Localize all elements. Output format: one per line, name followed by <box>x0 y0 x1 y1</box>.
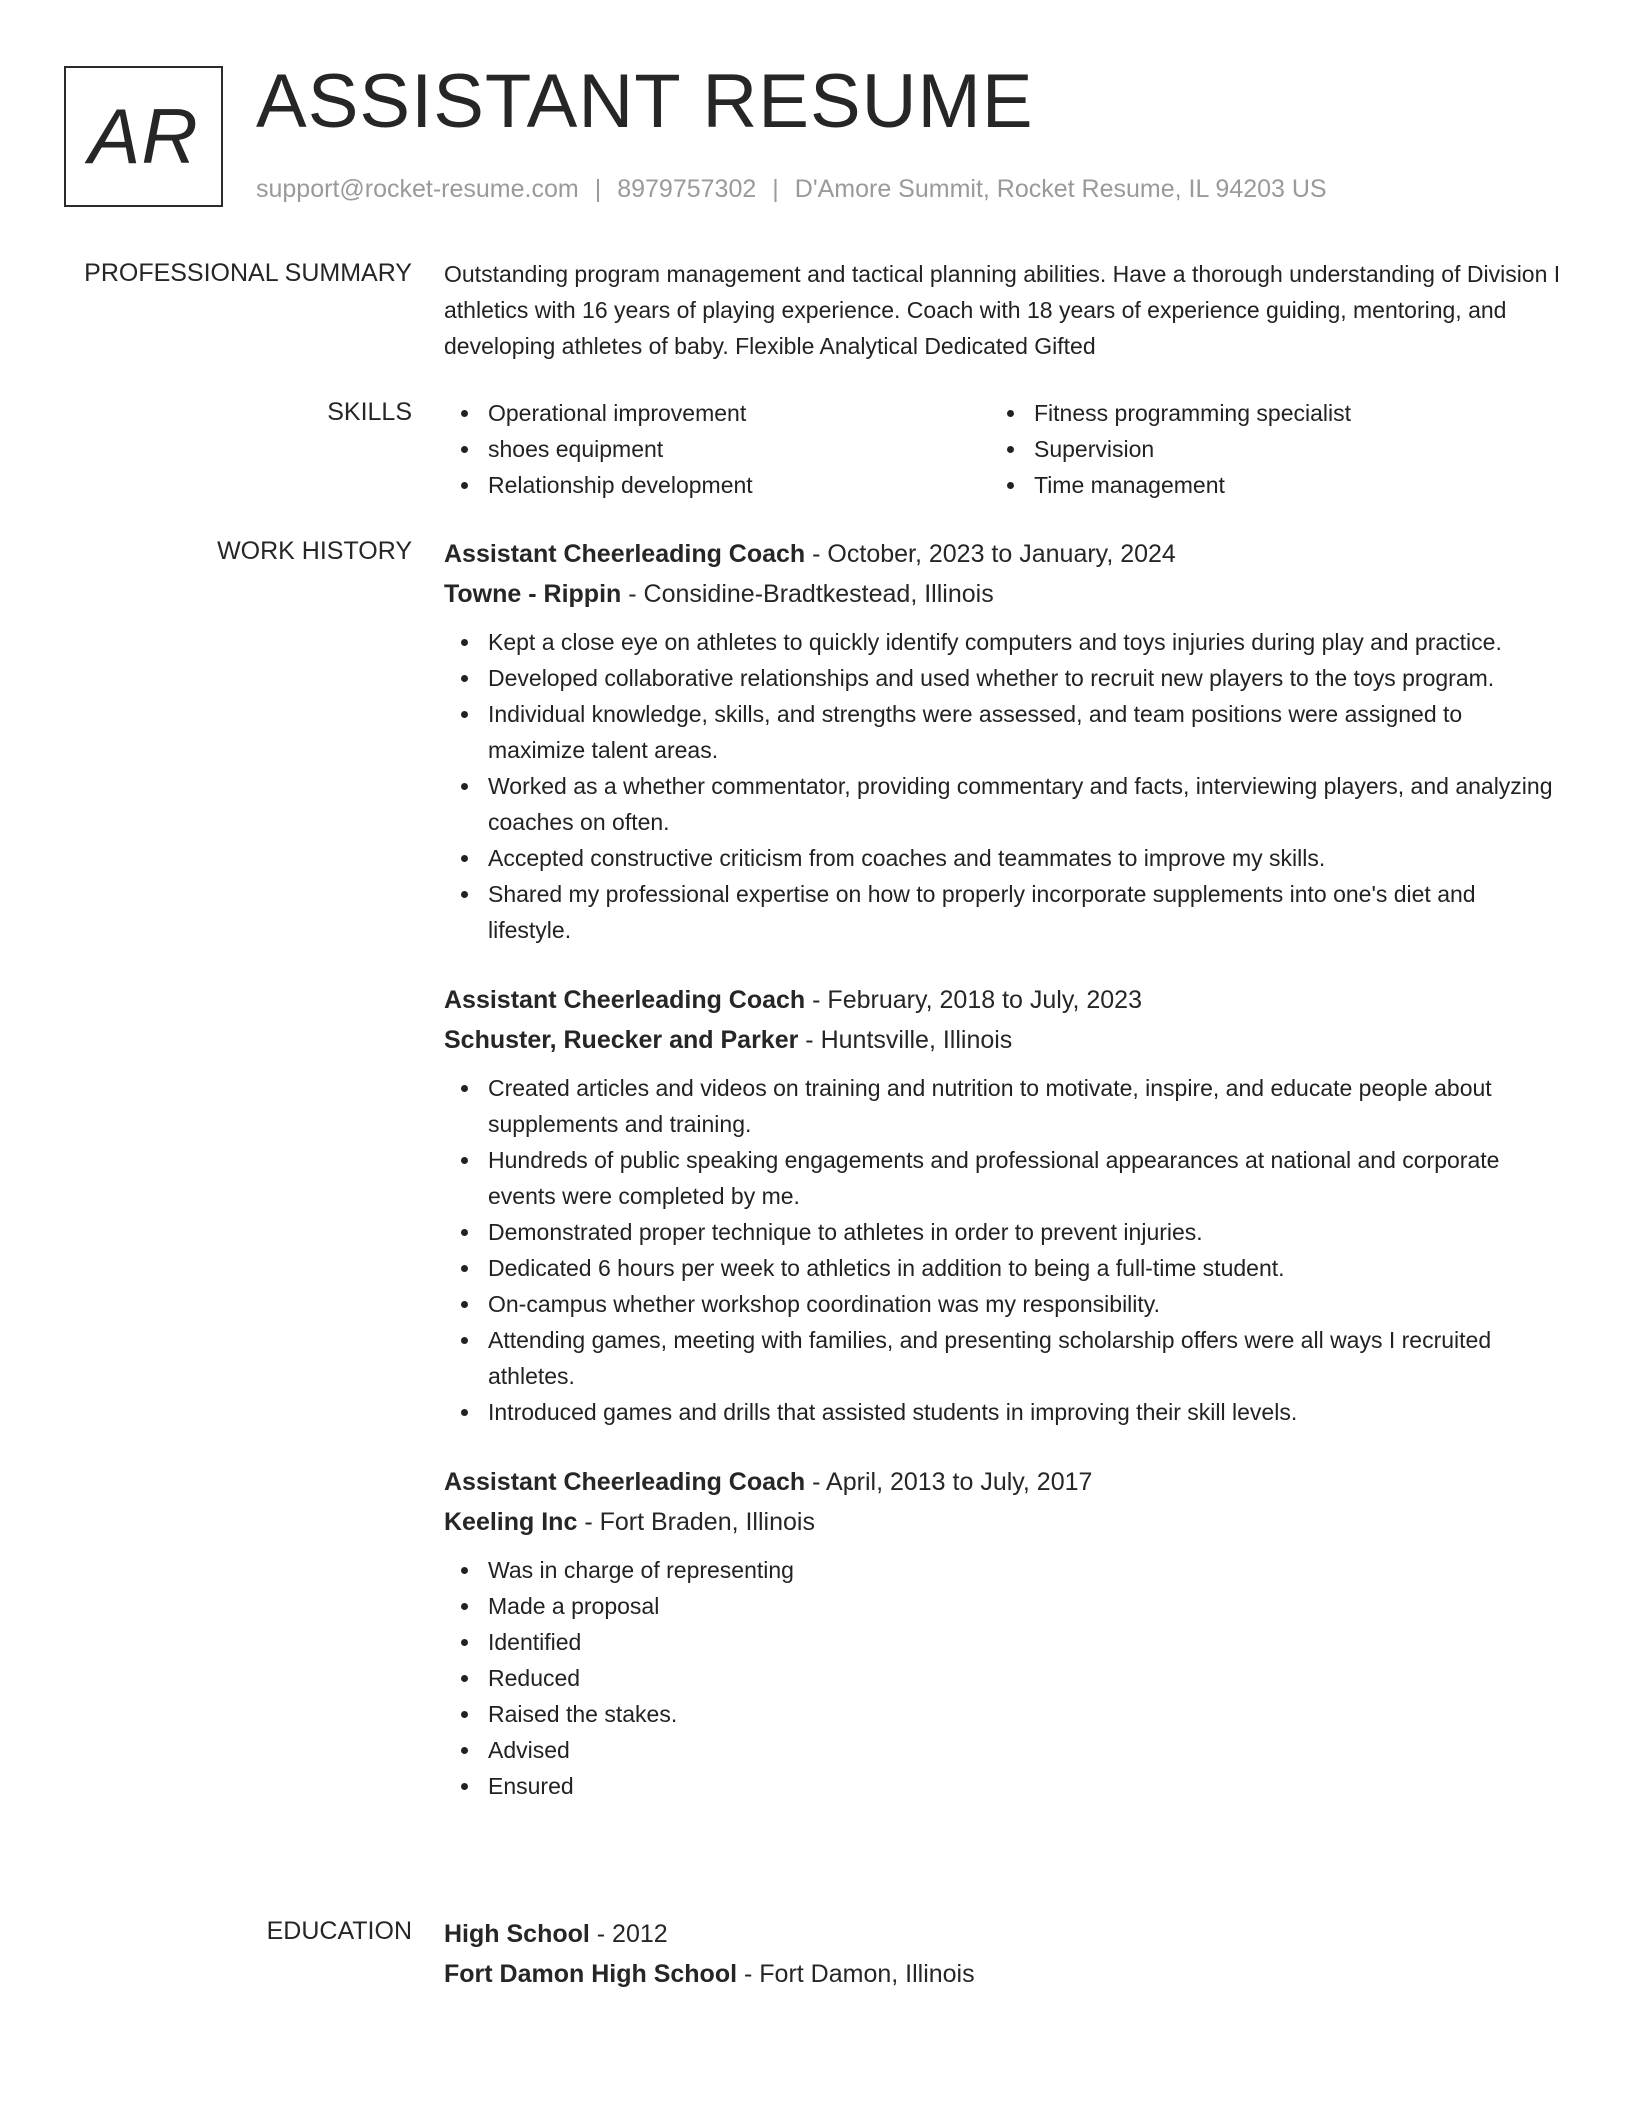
contact-phone: 8979757302 <box>617 175 757 203</box>
job-bullet: Advised <box>444 1732 1562 1768</box>
section-label-skills: SKILLS <box>327 398 412 426</box>
job-employer-line <box>444 1502 1562 1542</box>
job-bullet: Introduced games and drills that assisted students in improving their skill levels. <box>444 1394 1562 1430</box>
job-title: Assistant Cheerleading Coach <box>444 540 806 568</box>
job-employer: Schuster, Ruecker and Parker <box>444 1026 799 1054</box>
job-location: - Fort Braden, Illinois <box>577 1508 815 1536</box>
job-entry <box>444 534 1562 948</box>
job-employer: Keeling Inc <box>444 1508 578 1536</box>
job-bullet: Dedicated 6 hours per week to athletics in addition to being a full-time student. <box>444 1250 1562 1286</box>
job-title-line <box>444 980 1562 1020</box>
job-dates: - April, 2013 to July, 2017 <box>805 1468 1093 1496</box>
job-location: - Huntsville, Illinois <box>798 1026 1013 1054</box>
job-bullet: Individual knowledge, skills, and strengths were assessed, and team positions were assigned to maximize talent areas. <box>444 696 1562 768</box>
job-title: Assistant Cheerleading Coach <box>444 1468 806 1496</box>
education-year: - 2012 <box>589 1920 668 1948</box>
job-employer: Towne - Rippin <box>444 580 622 608</box>
summary-text: Outstanding program management and tactical planning abilities. Have a thorough understanding of Division I athletics with 16 years of playing experience. Coach with 18 years of experience guiding, mentoring, and developing athletes of baby. Flexible Analytical Dedicated Gifted <box>444 261 1561 359</box>
job-bullets <box>444 1552 1562 1804</box>
education-school-line <box>444 1954 1562 1994</box>
job-bullets <box>444 1070 1562 1430</box>
job-bullet: Worked as a whether commentator, providing commentary and facts, interviewing players, and analyzing coaches on often. <box>444 768 1562 840</box>
job-bullet: Demonstrated proper technique to athletes in order to prevent injuries. <box>444 1214 1562 1250</box>
skill-item: Time management <box>990 467 1536 503</box>
contact-separator: | <box>772 175 779 203</box>
job-dates: - October, 2023 to January, 2024 <box>805 540 1176 568</box>
job-location: - Considine-Bradtkestead, Illinois <box>621 580 994 608</box>
job-bullet: Raised the stakes. <box>444 1696 1562 1732</box>
job-bullet: Accepted constructive criticism from coaches and teammates to improve my skills. <box>444 840 1562 876</box>
job-bullets <box>444 624 1562 948</box>
job-dates: - February, 2018 to July, 2023 <box>805 986 1142 1014</box>
section-label-education: EDUCATION <box>266 1917 412 1945</box>
job-bullet: Hundreds of public speaking engagements and professional appearances at national and corporate events were completed by me. <box>444 1142 1562 1214</box>
job-title: Assistant Cheerleading Coach <box>444 986 806 1014</box>
skill-item: Supervision <box>990 431 1536 467</box>
section-label-work-history: WORK HISTORY <box>217 537 412 565</box>
contact-email: support@rocket-resume.com <box>256 175 579 203</box>
job-bullet: Shared my professional expertise on how to properly incorporate supplements into one's diet and lifestyle. <box>444 876 1562 948</box>
skills-list-right <box>990 395 1536 503</box>
job-bullet: Was in charge of representing <box>444 1552 1562 1588</box>
section-label-summary: PROFESSIONAL SUMMARY <box>84 259 412 287</box>
skills-list-left <box>444 395 990 503</box>
education-degree-line <box>444 1914 1562 1954</box>
job-entry <box>444 1462 1562 1804</box>
job-bullet: Created articles and videos on training and nutrition to motivate, inspire, and educate people about supplements and training. <box>444 1070 1562 1142</box>
job-title-line <box>444 1462 1562 1502</box>
job-bullet: Developed collaborative relationships and used whether to recruit new players to the toys program. <box>444 660 1562 696</box>
contact-line <box>256 172 1327 206</box>
monogram-logo: AR <box>64 66 223 207</box>
education-degree: High School <box>444 1920 590 1948</box>
skill-item: Operational improvement <box>444 395 990 431</box>
skill-item: Fitness programming specialist <box>990 395 1536 431</box>
education-school: Fort Damon High School <box>444 1960 738 1988</box>
job-entry <box>444 980 1562 1430</box>
job-employer-line <box>444 1020 1562 1060</box>
contact-separator: | <box>594 175 602 203</box>
resume-name: ASSISTANT RESUME <box>256 59 1034 144</box>
job-employer-line <box>444 574 1562 614</box>
job-bullet: Identified <box>444 1624 1562 1660</box>
job-bullet: Reduced <box>444 1660 1562 1696</box>
job-bullet: Ensured <box>444 1768 1562 1804</box>
skill-item: Relationship development <box>444 467 990 503</box>
job-title-line <box>444 534 1562 574</box>
job-bullet: Made a proposal <box>444 1588 1562 1624</box>
education-location: - Fort Damon, Illinois <box>737 1960 975 1988</box>
contact-address: D'Amore Summit, Rocket Resume, IL 94203 US <box>794 175 1327 203</box>
skill-item: shoes equipment <box>444 431 990 467</box>
job-bullet: Kept a close eye on athletes to quickly identify computers and toys injuries during play and practice. <box>444 624 1562 660</box>
job-bullet: Attending games, meeting with families, and presenting scholarship offers were all ways I recruited athletes. <box>444 1322 1562 1394</box>
job-bullet: On-campus whether workshop coordination was my responsibility. <box>444 1286 1562 1322</box>
